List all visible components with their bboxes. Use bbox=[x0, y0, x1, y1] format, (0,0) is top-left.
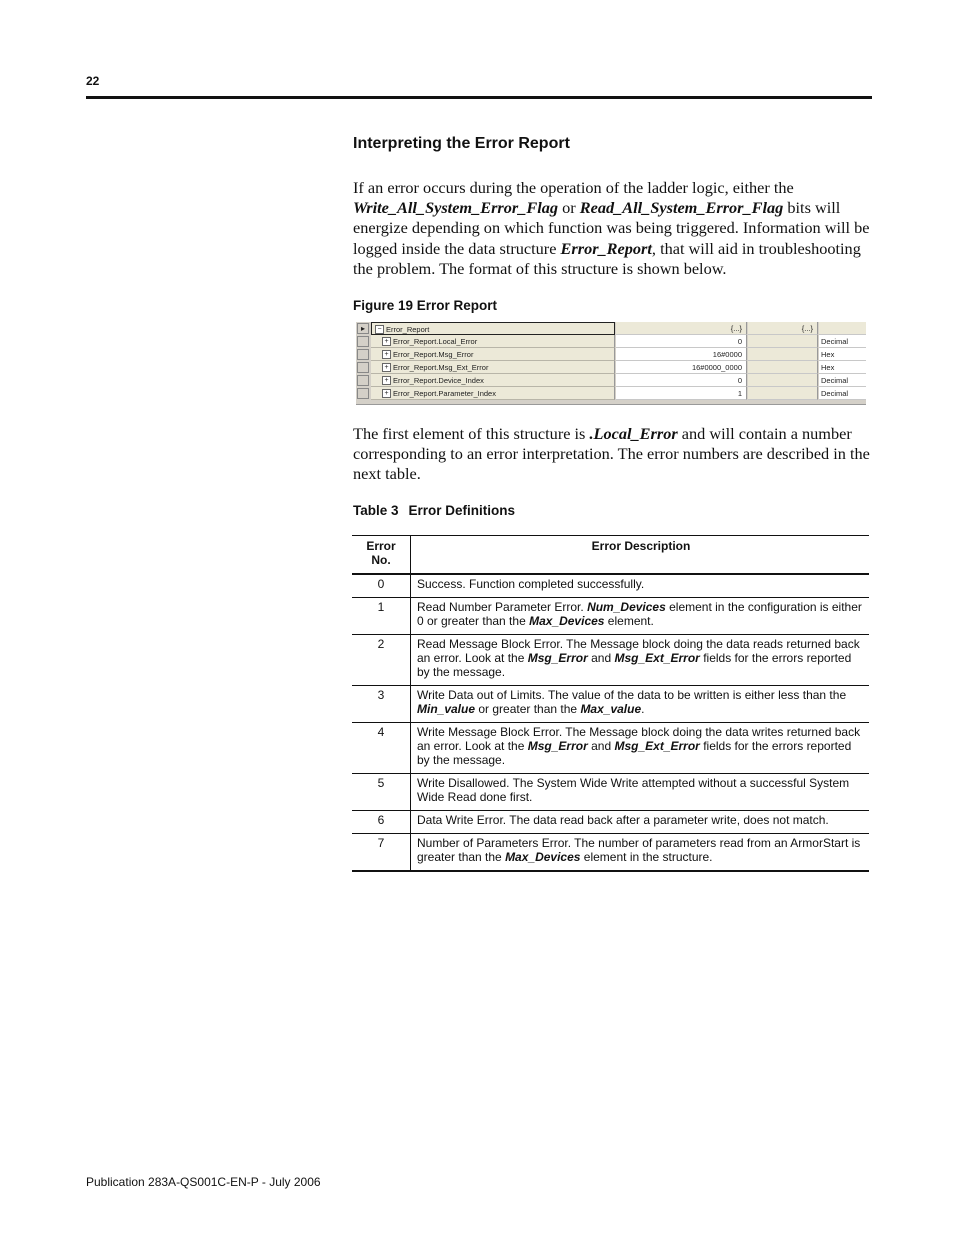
error-no-header-line2: No. bbox=[371, 553, 391, 567]
tag-name: Error_Report.Local_Error bbox=[393, 337, 478, 346]
desc-text: and bbox=[587, 651, 615, 665]
table-title: Error Definitions bbox=[408, 503, 516, 518]
desc-term: Max_value bbox=[580, 702, 642, 716]
desc-text: Data Write Error. The data read back after a parameter write, does not match. bbox=[417, 813, 829, 827]
desc-text: Write Disallowed. The System Wide Write attempted without a successful System Wide Read done first. bbox=[417, 776, 850, 804]
tag-name-cell[interactable] bbox=[371, 335, 615, 348]
error-report-figure bbox=[356, 322, 866, 405]
section-heading: Interpreting the Error Report bbox=[353, 135, 570, 152]
row-selector[interactable] bbox=[357, 375, 369, 386]
tag-name: Error_Report.Msg_Ext_Error bbox=[393, 363, 489, 372]
row-selector[interactable] bbox=[357, 388, 369, 399]
error-description-header: Error Description bbox=[411, 536, 870, 575]
desc-text: element in the configuration is either 0 or greater than the bbox=[417, 600, 862, 628]
intro-text-1: If an error occurs during the operation of the ladder logic, either the bbox=[353, 178, 794, 197]
desc-text: or greater than the bbox=[475, 702, 581, 716]
error-description bbox=[411, 574, 870, 598]
error-number: 1 bbox=[352, 598, 411, 635]
tag-row[interactable] bbox=[356, 361, 866, 374]
intro-paragraph bbox=[353, 178, 873, 279]
table-caption bbox=[353, 503, 515, 518]
expand-icon[interactable]: + bbox=[382, 389, 391, 398]
error-no-header-line1: Error bbox=[366, 539, 396, 553]
error-description bbox=[411, 686, 870, 723]
tag-value[interactable]: 16#0000 bbox=[616, 348, 747, 361]
local-error-text-1: The first element of this structure is bbox=[353, 424, 590, 443]
write-flag-term: Write_All_System_Error_Flag bbox=[353, 198, 559, 218]
desc-text: Write Data out of Limits. The value of the data to be written is either less than the bbox=[417, 688, 847, 702]
table-row bbox=[352, 723, 869, 774]
tag-name-cell[interactable] bbox=[371, 387, 615, 400]
desc-term: Msg_Error bbox=[527, 739, 588, 753]
intro-text-2: or bbox=[558, 198, 580, 218]
desc-term: Max_Devices bbox=[505, 850, 581, 864]
force-mask[interactable] bbox=[748, 387, 818, 400]
desc-term: Min_value bbox=[417, 702, 476, 716]
desc-term: Msg_Ext_Error bbox=[614, 739, 700, 753]
error-description bbox=[411, 635, 870, 686]
error-description bbox=[411, 811, 870, 834]
tag-name: Error_Report.Msg_Error bbox=[393, 350, 474, 359]
error-number: 5 bbox=[352, 774, 411, 811]
tag-row[interactable] bbox=[356, 335, 866, 348]
error-description bbox=[411, 834, 870, 872]
table-row bbox=[352, 774, 869, 811]
table-label: Table 3 bbox=[353, 503, 399, 518]
desc-term: Msg_Ext_Error bbox=[614, 651, 700, 665]
error-number: 4 bbox=[352, 723, 411, 774]
desc-text: Success. Function completed successfully. bbox=[417, 577, 645, 591]
tag-style[interactable] bbox=[819, 322, 866, 335]
table-row bbox=[352, 598, 869, 635]
tag-value[interactable]: 0 bbox=[616, 335, 747, 348]
table-header-row bbox=[352, 536, 869, 575]
desc-text: Read Number Parameter Error. bbox=[417, 600, 588, 614]
expand-icon[interactable]: + bbox=[382, 376, 391, 385]
error-report-term: Error_Report bbox=[560, 238, 652, 258]
intro-text-4: , that will aid in troubleshooting the problem. The format of this structure is shown below. bbox=[353, 238, 861, 278]
local-error-text-2: and will contain a number corresponding to an error interpretation. The error numbers are described in the next table. bbox=[353, 424, 870, 484]
collapse-icon[interactable]: − bbox=[375, 325, 384, 334]
expand-icon[interactable]: + bbox=[382, 350, 391, 359]
read-flag-term: Read_All_System_Error_Flag bbox=[579, 198, 784, 218]
publication-footer: Publication 283A-QS001C-EN-P - July 2006 bbox=[86, 1175, 321, 1189]
error-definitions-table bbox=[352, 535, 869, 872]
tag-style[interactable]: Decimal bbox=[819, 387, 866, 400]
desc-text: element. bbox=[604, 614, 654, 628]
force-mask[interactable] bbox=[748, 361, 818, 374]
desc-term: Msg_Error bbox=[527, 651, 588, 665]
local-error-term: .Local_Error bbox=[589, 424, 678, 443]
table-row bbox=[352, 811, 869, 834]
error-no-header bbox=[352, 536, 411, 575]
desc-term: Num_Devices bbox=[587, 600, 666, 614]
force-mask[interactable]: {...} bbox=[748, 322, 818, 335]
tag-row[interactable] bbox=[356, 374, 866, 387]
table-row bbox=[352, 574, 869, 598]
force-mask[interactable] bbox=[748, 335, 818, 348]
error-number: 2 bbox=[352, 635, 411, 686]
tag-row[interactable] bbox=[356, 387, 866, 400]
table-row bbox=[352, 686, 869, 723]
desc-text: Read Message Block Error. The Message block doing the data reads returned back an error. Look at the bbox=[417, 637, 860, 665]
desc-text: and bbox=[587, 739, 615, 753]
row-selector[interactable] bbox=[357, 349, 369, 360]
error-description bbox=[411, 598, 870, 635]
tag-value[interactable]: {...} bbox=[616, 322, 747, 335]
header-rule bbox=[86, 96, 872, 99]
tag-style[interactable]: Decimal bbox=[819, 335, 866, 348]
error-number: 3 bbox=[352, 686, 411, 723]
desc-text: . bbox=[641, 702, 645, 716]
tag-name-cell[interactable] bbox=[371, 374, 615, 387]
desc-text: fields for the errors reported by the message. bbox=[417, 739, 852, 767]
tag-name-cell[interactable] bbox=[371, 322, 615, 335]
tag-row[interactable] bbox=[356, 322, 866, 335]
error-description bbox=[411, 774, 870, 811]
expand-icon[interactable]: + bbox=[382, 363, 391, 372]
row-selector[interactable] bbox=[357, 362, 369, 373]
local-error-paragraph bbox=[353, 424, 873, 485]
desc-text: fields for the errors reported by the message. bbox=[417, 651, 852, 679]
tag-name-cell[interactable] bbox=[371, 348, 615, 361]
tag-value[interactable]: 1 bbox=[616, 387, 747, 400]
error-number: 7 bbox=[352, 834, 411, 872]
desc-term: Max_Devices bbox=[529, 614, 605, 628]
error-description bbox=[411, 723, 870, 774]
tag-style[interactable]: Decimal bbox=[819, 374, 866, 387]
tag-style[interactable]: Hex bbox=[819, 361, 866, 374]
tag-value[interactable]: 16#0000_0000 bbox=[616, 361, 747, 374]
tag-row[interactable] bbox=[356, 348, 866, 361]
row-selector[interactable] bbox=[357, 336, 369, 347]
tag-style[interactable]: Hex bbox=[819, 348, 866, 361]
force-mask[interactable] bbox=[748, 374, 818, 387]
desc-text: Number of Parameters Error. The number of parameters read from an ArmorStart is greater than the bbox=[417, 836, 861, 864]
page-number: 22 bbox=[86, 74, 100, 88]
tag-name: Error_Report.Device_Index bbox=[393, 376, 484, 385]
tag-name-cell[interactable] bbox=[371, 361, 615, 374]
expand-icon[interactable]: + bbox=[382, 337, 391, 346]
tag-value[interactable]: 0 bbox=[616, 374, 747, 387]
force-mask[interactable] bbox=[748, 348, 818, 361]
error-number: 0 bbox=[352, 574, 411, 598]
tag-name: Error_Report.Parameter_Index bbox=[393, 389, 496, 398]
intro-text-3: bits will energize depending on which function was being triggered. Information will be logged inside the data structure bbox=[353, 198, 870, 258]
desc-text: element in the structure. bbox=[580, 850, 713, 864]
error-number: 6 bbox=[352, 811, 411, 834]
tag-name: Error_Report bbox=[386, 325, 430, 334]
table-row bbox=[352, 635, 869, 686]
desc-text: Write Message Block Error. The Message block doing the data writes returned back an error. Look at the bbox=[417, 725, 861, 753]
table-row bbox=[352, 834, 869, 872]
figure-caption: Figure 19 Error Report bbox=[353, 298, 498, 313]
row-selector-arrow-icon[interactable]: ▸ bbox=[357, 323, 369, 334]
